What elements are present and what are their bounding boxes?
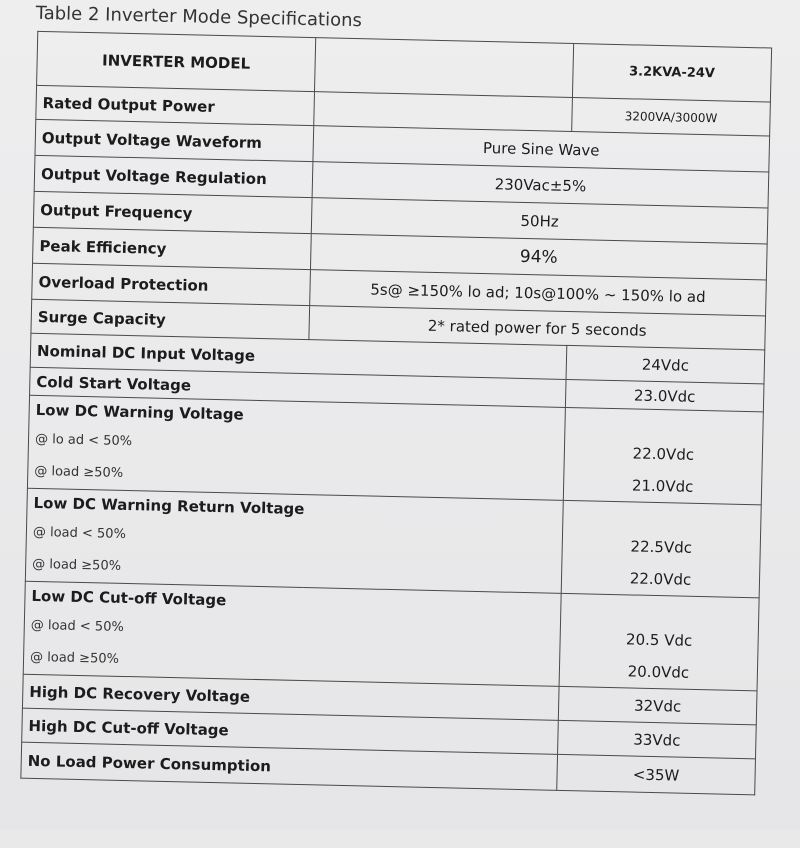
no-load-power-consumption-label: No Load Power Consumption: [21, 742, 558, 790]
no-load-power-consumption-value: <35W: [557, 754, 756, 794]
low-dc-cutoff-voltage-values: [559, 593, 759, 690]
surge-capacity-value: 2* rated power for 5 seconds: [309, 306, 766, 350]
high-dc-recovery-voltage-value: 32Vdc: [558, 686, 757, 724]
low-dc-cutoff-voltage-value-2: 20.0Vdc: [627, 662, 690, 682]
low-dc-cutoff-voltage-label: Low DC Cut-off Voltage: [31, 586, 227, 610]
overload-protection-label: Overload Protection: [32, 263, 311, 305]
low-dc-warning-voltage-cell: [27, 395, 565, 500]
rated-output-power-value: 3200VA/3000W: [572, 98, 771, 136]
low-dc-warning-voltage-condition-1: @ lo ad < 50%: [34, 431, 133, 450]
high-dc-recovery-voltage-label: High DC Recovery Voltage: [22, 674, 559, 720]
low-dc-warning-return-voltage-value-2: 22.0Vdc: [629, 569, 692, 589]
table-row: [27, 395, 763, 505]
table-caption: Table 2 Inverter Mode Specifications: [35, 2, 363, 32]
cold-start-voltage-label: Cold Start Voltage: [30, 367, 566, 407]
low-dc-warning-voltage-label: Low DC Warning Voltage: [35, 400, 244, 424]
output-frequency-label: Output Frequency: [33, 191, 312, 233]
low-dc-warning-voltage-values: [563, 407, 763, 504]
low-dc-cutoff-voltage-cell: [23, 581, 561, 686]
output-voltage-regulation-label: Output Voltage Regulation: [34, 155, 313, 197]
peak-efficiency-label: Peak Efficiency: [33, 227, 312, 269]
output-frequency-value: 50Hz: [311, 198, 768, 244]
low-dc-warning-return-voltage-condition-1: @ load < 50%: [32, 524, 127, 542]
empty-cell: [314, 92, 573, 132]
output-voltage-waveform-value: Pure Sine Wave: [313, 126, 770, 172]
high-dc-cutoff-voltage-label: High DC Cut-off Voltage: [22, 708, 559, 754]
low-dc-warning-voltage-condition-2: @ load ≥50%: [34, 463, 124, 481]
low-dc-cutoff-voltage-condition-1: @ load < 50%: [30, 617, 124, 635]
peak-efficiency-value: 94%: [310, 234, 767, 280]
overload-protection-value: 5s@ ≥150% lo ad; 10s@100% ~ 150% lo ad: [310, 270, 767, 316]
low-dc-cutoff-voltage-condition-2: @ load ≥50%: [29, 649, 120, 667]
output-voltage-waveform-label: Output Voltage Waveform: [35, 119, 314, 161]
high-dc-cutoff-voltage-value: 33Vdc: [558, 720, 757, 758]
low-dc-warning-return-voltage-label: Low DC Warning Return Voltage: [33, 493, 305, 519]
table-row: [23, 581, 759, 691]
low-dc-warning-return-voltage-value-1: 22.5Vdc: [630, 537, 693, 557]
cold-start-voltage-value: 23.0Vdc: [565, 379, 764, 411]
low-dc-warning-return-voltage-values: [561, 500, 761, 597]
low-dc-warning-voltage-value-1: 22.0Vdc: [632, 444, 695, 464]
rated-output-power-label: Rated Output Power: [36, 85, 315, 125]
table-row: [25, 488, 761, 598]
model-name: 3.2KVA-24V: [572, 44, 771, 102]
nominal-dc-input-voltage-label: Nominal DC Input Voltage: [30, 333, 567, 379]
low-dc-warning-voltage-value-2: 21.0Vdc: [631, 476, 694, 496]
header-empty-cell: [315, 38, 574, 98]
low-dc-cutoff-voltage-value-1: 20.5 Vdc: [625, 630, 693, 650]
inverter-spec-table: [20, 31, 772, 795]
surge-capacity-label: Surge Capacity: [31, 299, 310, 339]
output-voltage-regulation-value: 230Vac±5%: [312, 162, 769, 208]
nominal-dc-input-voltage-value: 24Vdc: [566, 345, 765, 383]
header-label: INVERTER MODEL: [37, 31, 316, 91]
low-dc-warning-return-voltage-condition-2: @ load ≥50%: [32, 556, 122, 574]
low-dc-warning-return-voltage-cell: [25, 488, 563, 593]
